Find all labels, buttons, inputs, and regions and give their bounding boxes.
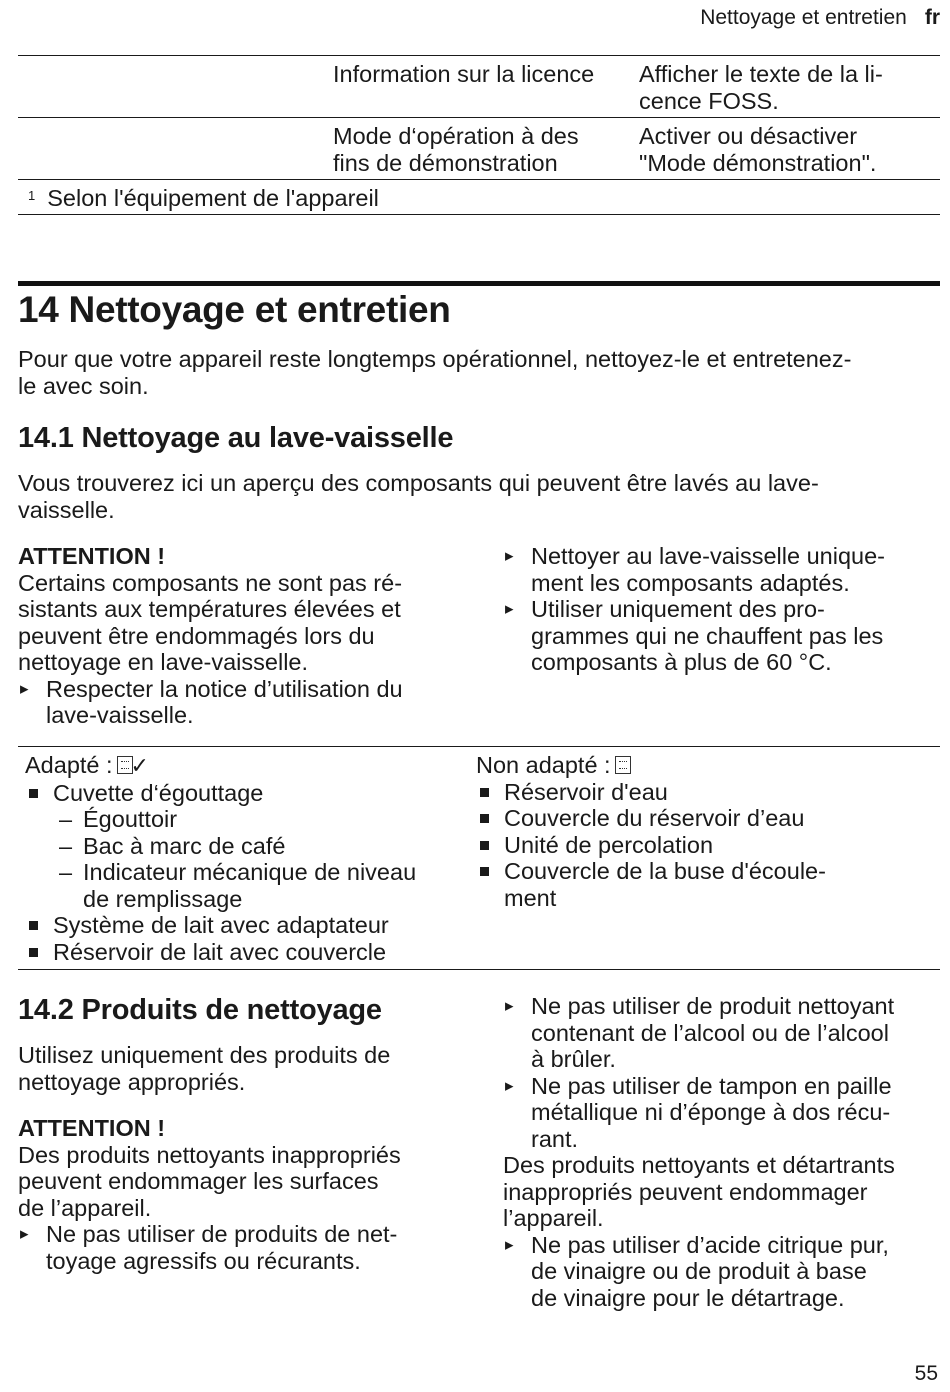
dishwasher-crossed-icon [615, 756, 631, 774]
warning-text: Certains composants ne sont pas ré- sistants aux températures élevées et peuvent être endommagés lors du nettoyage en lave-vaisselle. [18, 569, 403, 675]
action-list [18, 1221, 458, 1274]
table-rule [18, 214, 940, 215]
list-item: – Indicateur mécanique de niveau de remplissage [25, 859, 465, 912]
list-item: Système de lait avec adaptateur [25, 912, 465, 939]
header-lang: fr [924, 6, 940, 29]
chapter-rule [18, 281, 940, 286]
unsuitable-column [476, 752, 936, 911]
dishwasher-icon [117, 756, 133, 774]
list-item: ▸ Ne pas utiliser de produits de net- toyage agressifs ou récurants. [18, 1221, 458, 1274]
suitable-label: Adapté : ✓ [25, 752, 149, 778]
list-item: Couvercle de la buse d'écoule- ment [476, 858, 936, 911]
list-item: ▸ Respecter la notice d’utilisation du lave-vaisselle. [18, 676, 458, 729]
action-list [503, 993, 943, 1152]
action-column [503, 543, 943, 676]
warning-text: Des produits nettoyants et détartrants inappropriés peuvent endommager l’appareil. [503, 1152, 895, 1231]
table-rule [18, 969, 940, 970]
attention-heading: ATTENTION ! [18, 543, 166, 569]
action-list [503, 543, 943, 676]
checkmark-icon: ✓ [130, 753, 149, 778]
footnote-mark: 1 [28, 188, 36, 203]
list-item: ▸ Ne pas utiliser d’acide citrique pur, de vinaigre ou de produit à base de vinaigre pour le détartrage. [503, 1232, 943, 1312]
action-list [18, 676, 458, 729]
warning-box [18, 1115, 458, 1274]
list-item: Unité de percolation [476, 832, 936, 859]
chapter-title: 14 Nettoyage et entretien [18, 289, 451, 330]
header-section: Nettoyage et entretien [700, 6, 907, 29]
sub-list [25, 806, 465, 912]
table-footnote: $^1$ Selon l'équipement de l'appareil [28, 185, 379, 211]
table-rule [18, 746, 940, 747]
list-item: Réservoir d'eau [476, 779, 936, 806]
running-header [700, 6, 940, 30]
table-rule [18, 55, 940, 56]
action-column [503, 993, 943, 1311]
list-item: – Égouttoir [25, 806, 465, 833]
list-item: Cuvette d‘égouttage [25, 780, 465, 807]
list-item: ▸ Ne pas utiliser de tampon en paille métallique ni d’éponge à dos récu- rant. [503, 1073, 943, 1153]
table-rule [18, 117, 940, 118]
unsuitable-list [476, 779, 936, 912]
list-item: ▸ Utiliser uniquement des pro- grammes qui ne chauffent pas les composants à plus de 60 °C. [503, 596, 943, 676]
table-cell: Afficher le texte de la li- cence FOSS. [639, 61, 883, 114]
list-item: – Bac à marc de café [25, 833, 465, 860]
suitable-column [25, 752, 465, 965]
attention-heading: ATTENTION ! [18, 1115, 166, 1141]
chapter-intro: Pour que votre appareil reste longtemps opérationnel, nettoyez-le et entretenez- le avec soin. [18, 346, 852, 399]
table-cell: Mode d‘opération à des fins de démonstration [333, 123, 579, 176]
table-cell: Information sur la licence [333, 61, 595, 87]
section-intro: Vous trouverez ici un aperçu des composants qui peuvent être lavés au lave- vaisselle. [18, 470, 819, 523]
unsuitable-label: Non adapté : [476, 752, 936, 779]
warning-box [18, 543, 458, 729]
table-cell: Activer ou désactiver "Mode démonstration". [639, 123, 877, 176]
page-number: 55 [914, 1362, 938, 1385]
section-title: 14.2 Produits de nettoyage [18, 994, 382, 1026]
warning-text: Des produits nettoyants inappropriés peuvent endommager les surfaces de l’appareil. [18, 1141, 401, 1221]
section-title: 14.1 Nettoyage au lave-vaisselle [18, 422, 454, 454]
list-item: Couvercle du réservoir d’eau [476, 805, 936, 832]
list-item: ▸ Ne pas utiliser de produit nettoyant contenant de l’alcool ou de l’alcool à brûler. [503, 993, 943, 1073]
table-rule [18, 179, 940, 180]
action-list [503, 1232, 943, 1312]
suitable-list [25, 912, 465, 965]
list-item: Réservoir de lait avec couvercle [25, 939, 465, 966]
section-intro: Utilisez uniquement des produits de nettoyage appropriés. [18, 1042, 391, 1095]
list-item: ▸ Nettoyer au lave-vaisselle unique- ment les composants adaptés. [503, 543, 943, 596]
suitable-list [25, 780, 465, 807]
